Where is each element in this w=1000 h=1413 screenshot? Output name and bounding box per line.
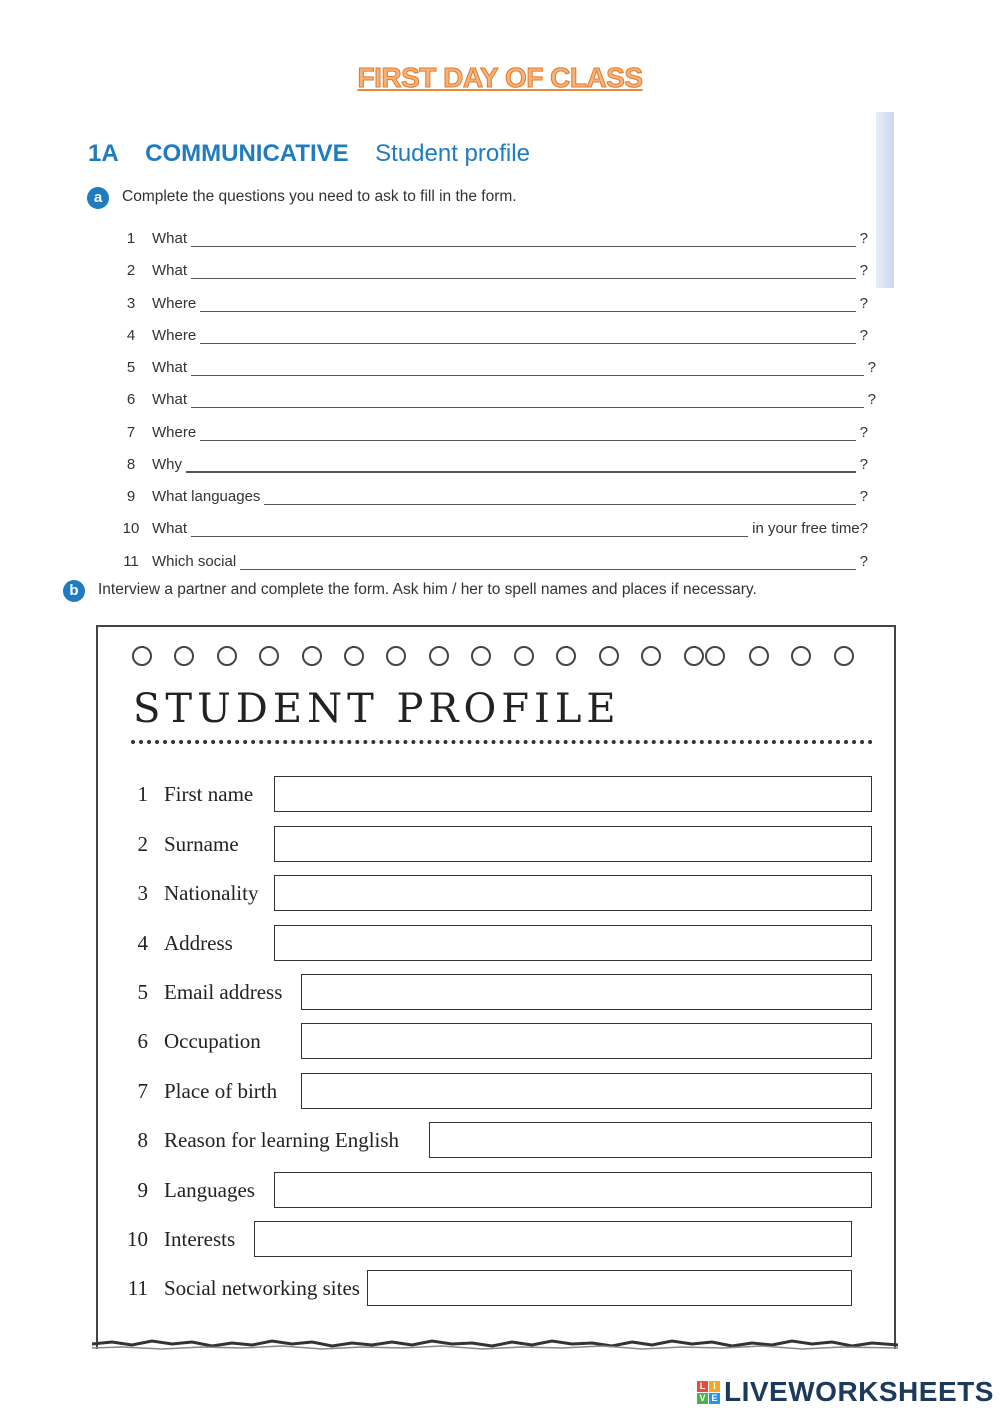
place-of-birth-input[interactable] <box>301 1073 872 1109</box>
question-row <box>118 225 868 247</box>
question-end: ? <box>867 359 876 376</box>
question-answer-line[interactable] <box>200 424 855 441</box>
question-number: 4 <box>126 327 136 344</box>
question-number: 9 <box>126 488 136 505</box>
question-start: What languages <box>152 488 261 505</box>
social-input[interactable] <box>367 1270 852 1306</box>
question-end: ? <box>867 391 876 408</box>
spiral-ring <box>834 646 854 666</box>
field-number: 9 <box>137 1178 148 1202</box>
question-row <box>118 257 868 279</box>
email-input[interactable] <box>301 974 872 1010</box>
section-unit: 1A <box>88 140 119 167</box>
field-number: 7 <box>137 1079 148 1103</box>
question-start: Where <box>152 295 197 312</box>
question-start: Why <box>152 456 182 473</box>
question-end: ? <box>859 488 868 505</box>
question-number: 10 <box>122 520 140 537</box>
question-start: Which social <box>152 553 237 570</box>
spiral-ring <box>259 646 279 666</box>
question-number: 6 <box>126 391 136 408</box>
question-end: ? <box>859 553 868 570</box>
question-number: 7 <box>126 424 136 441</box>
spiral-ring <box>791 646 811 666</box>
field-number: 6 <box>137 1029 148 1053</box>
address-input[interactable] <box>274 925 872 961</box>
field-number: 8 <box>137 1128 148 1152</box>
liveworksheets-brand <box>697 1376 994 1408</box>
section-name: Student profile <box>375 140 530 167</box>
field-label: Nationality <box>164 881 259 905</box>
spiral-ring <box>132 646 152 666</box>
field-number: 5 <box>137 980 148 1004</box>
logo-letter: V <box>697 1393 708 1404</box>
field-label: Surname <box>164 832 239 856</box>
spiral-ring <box>429 646 449 666</box>
question-end: ? <box>859 424 868 441</box>
page-title: FIRST DAY OF CLASS <box>357 62 643 93</box>
question-start: What <box>152 230 188 247</box>
spiral-ring <box>514 646 534 666</box>
dotted-divider <box>131 740 873 744</box>
interests-input[interactable] <box>254 1221 852 1257</box>
part-a-badge: a <box>87 187 109 209</box>
question-number: 11 <box>123 553 139 570</box>
question-number: 3 <box>126 295 136 312</box>
brand-logo-icon <box>697 1381 720 1404</box>
first-name-input[interactable] <box>274 776 872 812</box>
question-row <box>118 419 868 441</box>
decorative-side-bar <box>876 112 894 288</box>
question-row <box>118 451 868 473</box>
question-row <box>118 483 868 505</box>
field-number: 4 <box>137 931 148 955</box>
spiral-ring <box>556 646 576 666</box>
question-number: 5 <box>126 359 136 376</box>
logo-letter: L <box>697 1381 708 1392</box>
question-answer-line[interactable] <box>200 327 855 344</box>
field-label: Reason for learning English <box>164 1128 400 1152</box>
question-end: ? <box>859 327 868 344</box>
section-heading <box>88 140 530 168</box>
question-start: Where <box>152 424 197 441</box>
languages-input[interactable] <box>274 1172 872 1208</box>
occupation-input[interactable] <box>301 1023 872 1059</box>
question-end: ? <box>859 295 868 312</box>
surname-input[interactable] <box>274 826 872 862</box>
field-label: Social networking sites <box>164 1276 360 1300</box>
question-number: 2 <box>126 262 136 279</box>
question-number: 1 <box>126 230 136 247</box>
question-answer-line[interactable] <box>240 553 855 570</box>
field-label: Languages <box>164 1178 255 1202</box>
form-title: STUDENT PROFILE <box>133 686 621 732</box>
field-label: Place of birth <box>164 1079 278 1103</box>
question-end: ? <box>859 262 868 279</box>
question-answer-line[interactable] <box>200 295 855 312</box>
question-end: in your free time? <box>752 520 868 537</box>
spiral-ring <box>174 646 194 666</box>
field-number: 1 <box>137 782 148 806</box>
field-label: Occupation <box>164 1029 261 1053</box>
question-answer-line[interactable] <box>191 520 748 537</box>
question-number: 8 <box>126 456 136 473</box>
question-row <box>118 290 868 312</box>
spiral-ring <box>684 646 704 666</box>
logo-letter: I <box>709 1381 720 1392</box>
question-answer-line[interactable] <box>264 488 855 505</box>
question-answer-line[interactable] <box>191 391 864 408</box>
question-start: What <box>152 520 188 537</box>
spiral-ring <box>705 646 725 666</box>
nationality-input[interactable] <box>274 875 872 911</box>
spiral-ring <box>749 646 769 666</box>
spiral-ring <box>641 646 661 666</box>
torn-edge <box>92 1336 898 1356</box>
field-label: Address <box>164 931 233 955</box>
field-number: 2 <box>137 832 148 856</box>
question-answer-line[interactable] <box>191 230 856 247</box>
spiral-ring <box>302 646 322 666</box>
spiral-ring <box>386 646 406 666</box>
question-answer-line[interactable] <box>191 262 856 279</box>
question-answer-line[interactable] <box>186 455 856 473</box>
part-a-instruction: Complete the questions you need to ask to fill in the form. <box>122 188 517 205</box>
question-start: What <box>152 262 188 279</box>
field-number: 3 <box>137 881 148 905</box>
spiral-ring <box>599 646 619 666</box>
spiral-ring <box>217 646 237 666</box>
field-label: Interests <box>164 1227 236 1251</box>
field-number: 10 <box>127 1227 148 1251</box>
question-row <box>118 354 876 376</box>
reason-input[interactable] <box>429 1122 872 1158</box>
field-label: First name <box>164 782 254 806</box>
logo-letter: E <box>709 1393 720 1404</box>
part-b-instruction: Interview a partner and complete the form. Ask him / her to spell names and places if necessary. <box>98 581 757 598</box>
brand-text: LIVEWORKSHEETS <box>724 1376 994 1407</box>
spiral-ring <box>344 646 364 666</box>
question-answer-line[interactable] <box>191 359 864 376</box>
part-b-badge: b <box>63 580 85 602</box>
question-start: What <box>152 391 188 408</box>
question-row <box>118 548 868 570</box>
question-start: Where <box>152 327 197 344</box>
question-end: ? <box>859 230 868 247</box>
field-number: 11 <box>127 1276 148 1300</box>
question-row <box>118 515 868 537</box>
field-label: Email address <box>164 980 283 1004</box>
question-row <box>118 386 876 408</box>
question-start: What <box>152 359 188 376</box>
question-end: ? <box>859 456 868 473</box>
section-type: COMMUNICATIVE <box>145 140 349 167</box>
question-row <box>118 322 868 344</box>
spiral-ring <box>471 646 491 666</box>
